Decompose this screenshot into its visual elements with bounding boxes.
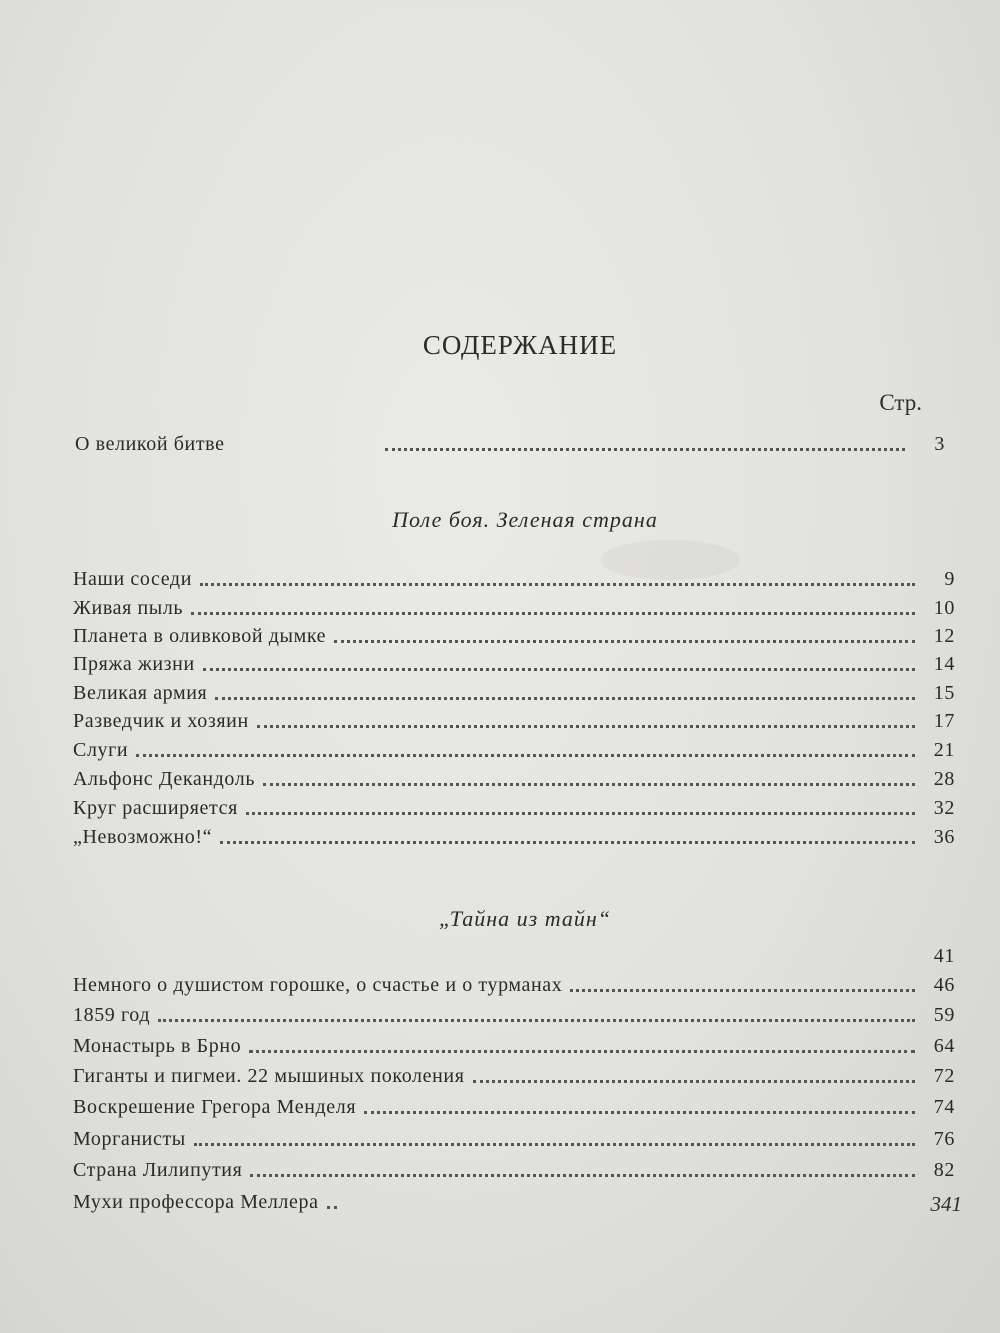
toc-entry-page: 10 xyxy=(933,597,955,619)
dot-leader xyxy=(473,1080,916,1083)
toc-entry-label: Морганисты xyxy=(73,1128,186,1150)
toc-entry-label: 1859 год xyxy=(73,1004,151,1026)
toc-entry-page: 9 xyxy=(944,568,955,590)
toc-entry[interactable] xyxy=(73,1154,955,1182)
dot-leader xyxy=(257,725,915,728)
toc-entry-label: Великая армия xyxy=(73,682,208,704)
toc-entry-label: Монастырь в Брно xyxy=(73,1035,242,1057)
toc-entry[interactable] xyxy=(73,705,955,733)
dot-leader xyxy=(194,1143,915,1146)
dot-leader xyxy=(327,1206,337,1209)
toc-entry-page: 21 xyxy=(933,739,955,761)
toc-entry-label: Слуги xyxy=(73,739,129,761)
toc-entry-label: Живая пыль xyxy=(73,597,184,619)
dot-leader xyxy=(81,960,915,963)
toc-entry-page: 17 xyxy=(933,710,955,732)
section-heading-2: „Тайна из тайн“ xyxy=(439,906,611,931)
toc-entry[interactable] xyxy=(73,821,955,849)
toc-entry[interactable] xyxy=(73,1060,955,1088)
toc-entry-page: 59 xyxy=(933,1004,955,1026)
section-heading-1: Поле боя. Зеленая страна xyxy=(392,507,658,532)
contents-title: СОДЕРЖАНИЕ xyxy=(422,330,618,360)
dot-leader xyxy=(220,841,915,844)
toc-entry[interactable] xyxy=(73,620,955,648)
toc-entry-page: 15 xyxy=(933,682,955,704)
toc-entry[interactable] xyxy=(73,969,955,997)
toc-entry-label: Круг расширяется xyxy=(73,797,238,819)
dot-leader xyxy=(246,812,915,815)
dot-leader xyxy=(136,754,915,757)
toc-entry[interactable] xyxy=(73,792,955,820)
dot-leader xyxy=(215,697,915,700)
toc-entry-page: 28 xyxy=(933,768,955,790)
dot-leader xyxy=(203,668,915,671)
toc-entry[interactable] xyxy=(73,763,955,791)
dot-leader xyxy=(191,612,915,615)
page-number: 341 xyxy=(930,1192,962,1216)
toc-entry[interactable] xyxy=(73,1091,955,1119)
toc-entry-label: Страна Лилипутия xyxy=(73,1159,243,1181)
toc-entry[interactable] xyxy=(73,1123,955,1151)
dot-leader xyxy=(249,1050,915,1053)
toc-entry-intro[interactable] xyxy=(75,428,945,456)
toc-entry-label: Планета в оливковой дымке xyxy=(73,625,327,647)
toc-entry[interactable] xyxy=(73,648,955,676)
dot-leader xyxy=(263,783,915,786)
toc-entry-page: 14 xyxy=(933,653,955,675)
dot-leader xyxy=(570,989,915,992)
toc-entry[interactable] xyxy=(73,734,955,762)
toc-entry-label: Альфонс Декандоль xyxy=(73,768,256,790)
toc-entry-label: Разведчик и хозяин xyxy=(73,710,249,732)
toc-entry-page: 3 xyxy=(934,433,945,455)
toc-entry-page: 46 xyxy=(933,974,955,996)
dot-leader xyxy=(334,640,915,643)
toc-entry-page: 36 xyxy=(933,826,955,848)
toc-entry-page: 41 xyxy=(933,945,955,967)
toc-entry-label: О великой битве xyxy=(75,433,225,455)
toc-entry-label: Гиганты и пигмеи. 22 мышиных поколения xyxy=(73,1065,465,1087)
dot-leader xyxy=(200,583,915,586)
page-column-label: Стр. xyxy=(879,390,922,415)
toc-entry-label: Немного о душистом горошке, о счастье и о турманах xyxy=(73,974,563,996)
toc-entry[interactable] xyxy=(73,592,955,620)
toc-entry[interactable] xyxy=(73,999,955,1027)
toc-entry-page: 74 xyxy=(933,1096,955,1118)
dot-leader xyxy=(364,1111,915,1114)
toc-entry-page: 76 xyxy=(933,1128,955,1150)
toc-entry-label: Воскрешение Грегора Менделя xyxy=(73,1096,357,1118)
toc-entry-label: „Невозможно!“ xyxy=(73,826,213,848)
dot-leader xyxy=(385,448,905,451)
toc-entry-page: 32 xyxy=(933,797,955,819)
toc-entry-page: 82 xyxy=(933,1159,955,1181)
toc-entry[interactable] xyxy=(73,940,955,968)
toc-entry-label: Наши соседи xyxy=(73,568,193,590)
toc-entry-label: Мухи профессора Меллера xyxy=(73,1191,319,1213)
dot-leader xyxy=(158,1019,915,1022)
toc-entry[interactable] xyxy=(73,677,955,705)
toc-entry-page: 64 xyxy=(933,1035,955,1057)
toc-entry[interactable] xyxy=(73,1030,955,1058)
toc-entry-page: 72 xyxy=(933,1065,955,1087)
toc-entry-page: 12 xyxy=(933,625,955,647)
toc-entry-label: Пряжа жизни xyxy=(73,653,195,675)
toc-entry[interactable] xyxy=(73,563,955,591)
toc-entry[interactable] xyxy=(73,1186,400,1214)
dot-leader xyxy=(250,1174,915,1177)
